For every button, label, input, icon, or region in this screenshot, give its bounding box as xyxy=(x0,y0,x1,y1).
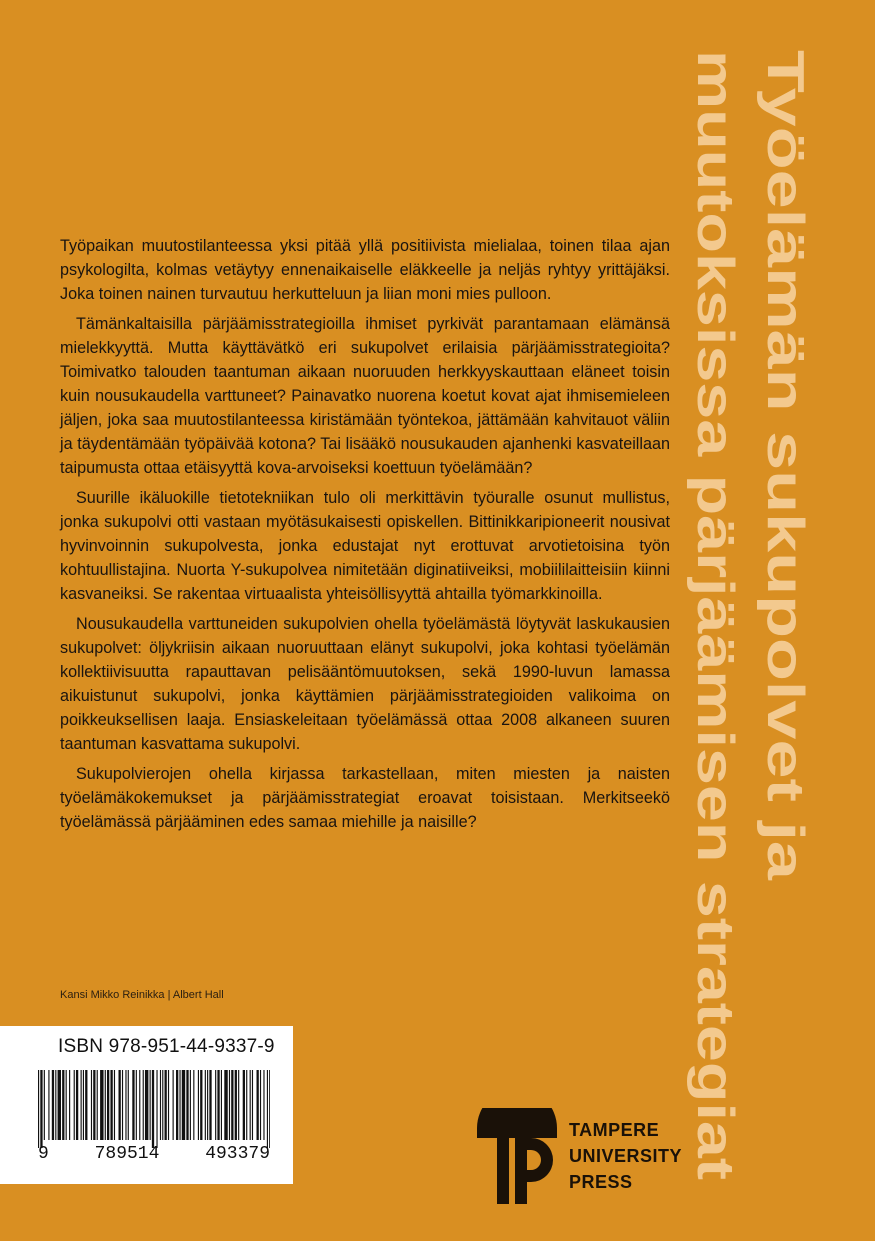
title-line-1: Työelämän sukupolvet ja xyxy=(756,50,814,665)
book-title xyxy=(678,50,818,1190)
barcode-digit-group: 9 xyxy=(38,1144,49,1164)
publisher-name-line: TAMPERE xyxy=(569,1120,660,1140)
blurb-paragraph: Nousukaudella varttuneiden sukupolvien ohella työelämästä löytyvät laskukausien sukupolvet: öljykriisin aikaan nuoruuttaan elänyt sukupolvi, joka kohtasi työelämän kollektiivisuutta rapauttavan pelisääntömuutoksen, sekä 1990-luvun lamassa aikuistunut sukupolvi, jonka käyttämien pärjäämisstrategioiden valikoima on poikkeuksellisen laaja. Ensiaskeleitaan työelämässä ottaa 2008 alkaneen suuren taantuman kasvattama sukupolvi. xyxy=(60,615,670,753)
back-cover-blurb xyxy=(60,234,670,840)
blurb-paragraph: Suurille ikäluokille tietotekniikan tulo oli merkittävin työuralle osunut mullistus, jonka sukupolvi otti vastaan myötäsukaisesti opiskellen. Bittinikkaripioneerit nousivat hyvinvoinnin sukupolvesta, jonka edustajat nyt erottuvat arvotietoisina työn kohtuullistajina. Nuorta Y-sukupolvea nimitetään diginatiiveiksi, mobiililaitteisiin kiinni kasvaneiksi. Se rakentaa virtuaalista yhteisöllisyyttä ahtailla työmarkkinoilla. xyxy=(60,489,670,603)
barcode-panel xyxy=(0,1026,293,1184)
barcode-digit-group: 493379 xyxy=(205,1144,270,1164)
blurb-paragraph: Tämänkaltaisilla pärjäämisstrategioilla ihmiset pyrkivät parantamaan elämänsä mielekkyyttä. Mutta käyttävätkö eri sukupolvet erilaisia pärjäämisstrategioita? Toimivatko talouden taantuman aikaan nuoruuden herkkyyskauttaan eläneet toisin kuin nousukaudella varttuneet? Painavatko nuorena koetut kovat ajat ihmisemieleen jäljen, joka saa muutostilanteessa kiristämään työntekoa, jättämään kahvitauot väliin ja täydentämään työpäivää kotona? Tai lisääkö nousukauden ajanhenki kasvateillaan taipumusta ottaa etäisyyttä kova-arvoiseksi koettuun työelämään? xyxy=(60,315,670,477)
blurb-paragraph: Työpaikan muutostilanteessa yksi pitää yllä positiivista mielialaa, toinen tilaa ajan psykologilta, kolmas vetäytyy ennenaikaiselle eläkkeelle ja neljäs ryhtyy yrittäjäksi. Joka toinen nainen turvautuu herkutteluun ja liian moni mies pulloon. xyxy=(60,237,670,303)
publisher-name xyxy=(569,1117,682,1195)
cover-credit: Kansi Mikko Reinikka | Albert Hall xyxy=(60,989,224,1001)
blurb-paragraph: Sukupolvierojen ohella kirjassa tarkastellaan, miten miesten ja naisten työelämäkokemukset ja pärjäämisstrategiat eroavat toisistaan. Merkitseekö työelämässä pärjääminen edes samaa miehille ja naisille? xyxy=(60,765,670,831)
publisher-name-line: UNIVERSITY xyxy=(569,1146,683,1166)
barcode-icon xyxy=(38,1070,270,1148)
barcode-digits xyxy=(38,1144,270,1164)
publisher-block xyxy=(477,1108,682,1204)
publisher-logo-icon xyxy=(477,1108,557,1204)
publisher-name-line: PRESS xyxy=(569,1172,633,1192)
barcode-digit-group: 789514 xyxy=(94,1144,160,1164)
title-line-2: muutoksissa pärjäämisen strategiat xyxy=(686,50,744,935)
book-title-svg xyxy=(678,50,818,1190)
isbn-label: ISBN 978-951-44-9337-9 xyxy=(58,1036,275,1057)
